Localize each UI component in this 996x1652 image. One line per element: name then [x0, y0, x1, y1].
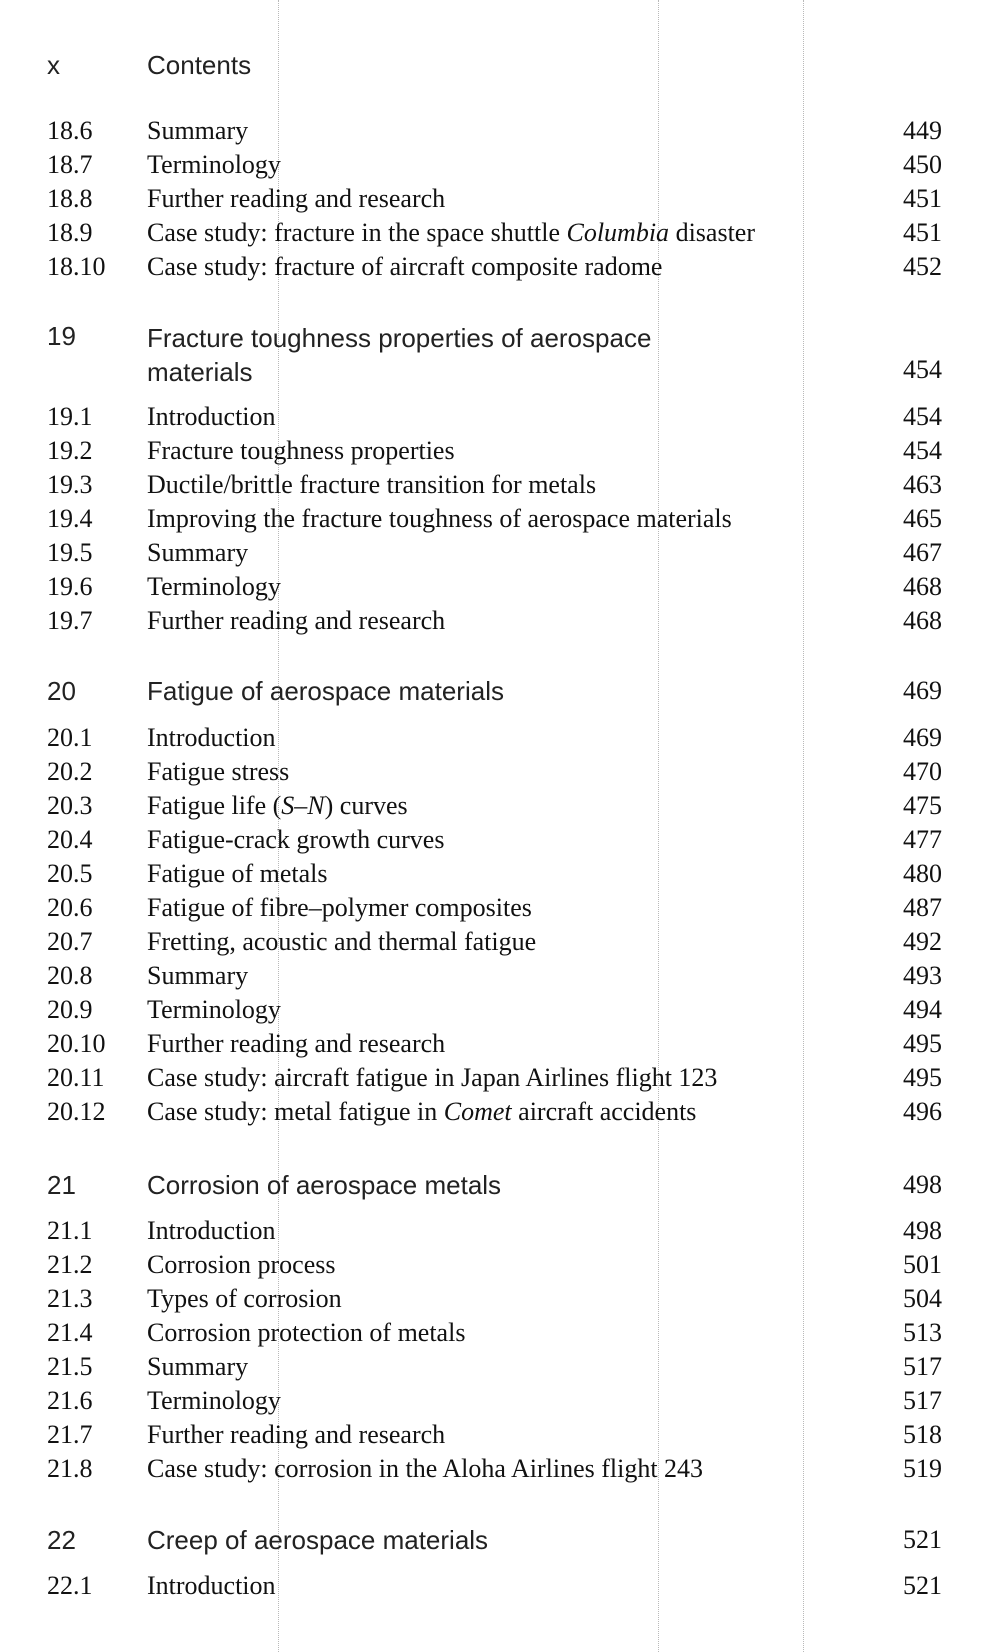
section-number: 20.2 [47, 757, 93, 786]
section-title: Further reading and research [147, 1029, 446, 1058]
section-title: Introduction [147, 1571, 276, 1600]
section-title: Fatigue life (S–N) curves [147, 791, 408, 820]
page-number: 521 [903, 1525, 942, 1554]
section-title: Case study: metal fatigue in Comet aircraft accidents [147, 1097, 697, 1126]
chapter-number: 21 [47, 1170, 76, 1200]
section-number: 21.4 [47, 1318, 93, 1347]
page-number: 451 [903, 184, 942, 213]
italic-title-part: S–N [281, 791, 325, 820]
toc-entry[interactable] [0, 572, 996, 606]
page-number: 469 [903, 723, 942, 752]
section-title: Fatigue-crack growth curves [147, 825, 445, 854]
toc-entry[interactable] [0, 1063, 996, 1097]
section-number: 20.1 [47, 723, 93, 752]
section-number: 18.7 [47, 150, 93, 179]
section-number: 20.3 [47, 791, 93, 820]
section-number: 19.1 [47, 402, 93, 431]
page-number: 487 [903, 893, 942, 922]
page-number: 454 [903, 402, 942, 431]
page-number: 468 [903, 572, 942, 601]
toc-entry[interactable] [0, 825, 996, 859]
section-title: Case study: aircraft fatigue in Japan Airlines flight 123 [147, 1063, 718, 1092]
section-title: Terminology [147, 572, 281, 601]
page-number: 493 [903, 961, 942, 990]
chapter-title: Fatigue of aerospace materials [147, 676, 504, 706]
section-title: Corrosion process [147, 1250, 336, 1279]
page-number: 477 [903, 825, 942, 854]
page-number: 498 [903, 1170, 942, 1199]
section-title: Summary [147, 538, 249, 567]
italic-title-part: Comet [443, 1097, 512, 1126]
chapter-title: Corrosion of aerospace metals [147, 1170, 502, 1200]
section-number: 18.10 [47, 252, 106, 281]
section-number: 21.5 [47, 1352, 93, 1381]
page-number: 501 [903, 1250, 942, 1279]
section-number: 19.7 [47, 606, 93, 635]
page-number: 513 [903, 1318, 942, 1347]
section-number: 19.4 [47, 504, 93, 533]
section-title: Fatigue of fibre–polymer composites [147, 893, 532, 922]
toc-entry[interactable] [0, 218, 996, 252]
page-number: 519 [903, 1454, 942, 1483]
section-title: Ductile/brittle fracture transition for metals [147, 470, 597, 499]
toc-entry[interactable] [0, 927, 996, 961]
page-number: 495 [903, 1063, 942, 1092]
section-title: Introduction [147, 1216, 276, 1245]
section-number: 22.1 [47, 1571, 93, 1600]
page-header [0, 50, 996, 90]
toc-entry[interactable] [0, 1386, 996, 1420]
page-number: 504 [903, 1284, 942, 1313]
toc-entry[interactable] [0, 995, 996, 1029]
section-number: 20.12 [47, 1097, 106, 1126]
page-number: 492 [903, 927, 942, 956]
section-number: 20.8 [47, 961, 93, 990]
toc-entry[interactable] [0, 1318, 996, 1352]
section-number: 18.9 [47, 218, 93, 247]
chapter-number: 19 [47, 321, 76, 351]
section-number: 21.7 [47, 1420, 93, 1449]
toc-entry[interactable] [0, 1216, 996, 1250]
page-number: 475 [903, 791, 942, 820]
page-number: 467 [903, 538, 942, 567]
section-title: Summary [147, 1352, 249, 1381]
chapter-title: Creep of aerospace materials [147, 1525, 489, 1555]
toc-entry[interactable] [0, 1420, 996, 1454]
page-number: 521 [903, 1571, 942, 1600]
toc-entry[interactable] [0, 1097, 996, 1131]
page-number: 463 [903, 470, 942, 499]
section-title: Fracture toughness properties [147, 436, 455, 465]
section-title: Fatigue of metals [147, 859, 328, 888]
section-title: Further reading and research [147, 606, 446, 635]
page-folio: x [47, 50, 60, 80]
toc-entry[interactable] [0, 470, 996, 504]
section-number: 18.6 [47, 116, 93, 145]
toc-chapter[interactable] [0, 1525, 996, 1559]
toc-entry[interactable] [0, 116, 996, 150]
toc-entry[interactable] [0, 893, 996, 927]
page-number: 452 [903, 252, 942, 281]
page-number: 494 [903, 995, 942, 1024]
section-title: Terminology [147, 150, 281, 179]
section-number: 21.3 [47, 1284, 93, 1313]
toc-entry[interactable] [0, 859, 996, 893]
page-number: 469 [903, 676, 942, 705]
section-title: Fretting, acoustic and thermal fatigue [147, 927, 537, 956]
toc-entry[interactable] [0, 961, 996, 995]
running-title: Contents [147, 50, 252, 80]
page-number: 454 [903, 436, 942, 465]
section-number: 21.2 [47, 1250, 93, 1279]
page-number: 495 [903, 1029, 942, 1058]
section-title: Summary [147, 116, 249, 145]
toc-entry[interactable] [0, 252, 996, 286]
section-number: 19.5 [47, 538, 93, 567]
toc-entry[interactable] [0, 1454, 996, 1488]
page-number: 518 [903, 1420, 942, 1449]
page-number: 450 [903, 150, 942, 179]
section-number: 21.8 [47, 1454, 93, 1483]
toc-chapter[interactable] [0, 321, 996, 391]
section-title: Types of corrosion [147, 1284, 342, 1313]
page-number: 517 [903, 1386, 942, 1415]
section-number: 20.5 [47, 859, 93, 888]
page-number: 480 [903, 859, 942, 888]
toc-entry[interactable] [0, 723, 996, 757]
chapter-number: 22 [47, 1525, 76, 1555]
section-title: Corrosion protection of metals [147, 1318, 466, 1347]
page-number: 449 [903, 116, 942, 145]
toc-entry[interactable] [0, 791, 996, 825]
toc-entry[interactable] [0, 150, 996, 184]
toc-entry[interactable] [0, 1250, 996, 1284]
chapter-title: Fracture toughness properties of aerospace materials [147, 323, 652, 387]
section-number: 20.7 [47, 927, 93, 956]
page-number: 468 [903, 606, 942, 635]
toc-entry[interactable] [0, 757, 996, 791]
toc-entry[interactable] [0, 504, 996, 538]
section-number: 19.6 [47, 572, 93, 601]
section-number: 20.9 [47, 995, 93, 1024]
section-title: Case study: fracture of aircraft composite radome [147, 252, 663, 281]
section-title: Further reading and research [147, 184, 446, 213]
section-number: 20.6 [47, 893, 93, 922]
page-number: 498 [903, 1216, 942, 1245]
chapter-number: 20 [47, 676, 76, 706]
toc-entry[interactable] [0, 1029, 996, 1063]
toc-entry[interactable] [0, 538, 996, 572]
toc-entry[interactable] [0, 436, 996, 470]
section-title: Case study: fracture in the space shuttle Columbia disaster [147, 218, 755, 247]
section-title: Improving the fracture toughness of aerospace materials [147, 504, 732, 533]
section-title: Fatigue stress [147, 757, 290, 786]
toc-chapter[interactable] [0, 1170, 996, 1204]
italic-title-part: Columbia [566, 218, 670, 247]
section-number: 21.6 [47, 1386, 93, 1415]
section-title: Terminology [147, 1386, 281, 1415]
toc-entry[interactable] [0, 402, 996, 436]
section-number: 18.8 [47, 184, 93, 213]
page-number: 451 [903, 218, 942, 247]
page-number: 465 [903, 504, 942, 533]
section-number: 20.4 [47, 825, 93, 854]
toc-entry[interactable] [0, 184, 996, 218]
toc-entry[interactable] [0, 606, 996, 640]
section-number: 20.10 [47, 1029, 106, 1058]
page-number: 517 [903, 1352, 942, 1381]
section-title: Introduction [147, 723, 276, 752]
toc-entry[interactable] [0, 1571, 996, 1605]
page-number: 454 [903, 355, 942, 384]
section-title: Summary [147, 961, 249, 990]
section-title: Case study: corrosion in the Aloha Airlines flight 243 [147, 1454, 704, 1483]
toc-chapter[interactable] [0, 676, 996, 710]
section-title: Further reading and research [147, 1420, 446, 1449]
toc-entry[interactable] [0, 1284, 996, 1318]
section-title: Introduction [147, 402, 276, 431]
section-number: 19.3 [47, 470, 93, 499]
section-number: 21.1 [47, 1216, 93, 1245]
page-number: 470 [903, 757, 942, 786]
section-number: 19.2 [47, 436, 93, 465]
section-number: 20.11 [47, 1063, 105, 1092]
toc-entry[interactable] [0, 1352, 996, 1386]
section-title: Terminology [147, 995, 281, 1024]
page-number: 496 [903, 1097, 942, 1126]
